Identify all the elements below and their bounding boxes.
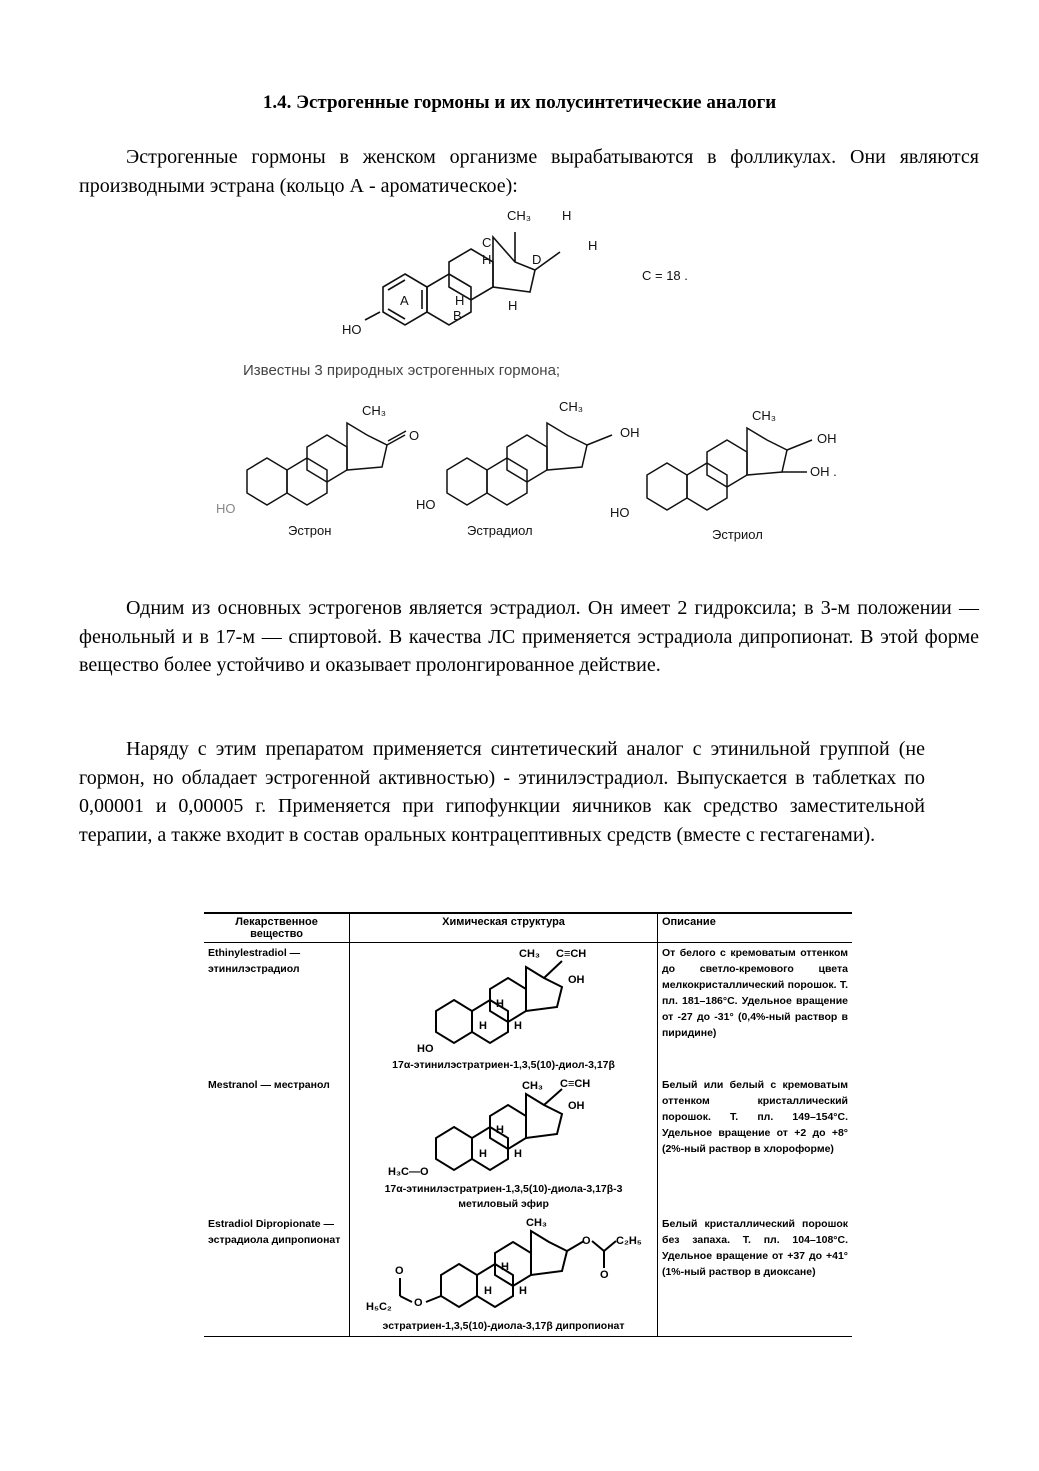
estriol-oh-17: OH — [817, 431, 837, 446]
h-label: H — [495, 998, 504, 1010]
o-label: O — [413, 1297, 423, 1309]
structure-cell — [350, 1075, 658, 1214]
ring-d-label: D — [532, 252, 542, 267]
structure-caption: 17α-этинилэстратриен-1,3,5(10)-диола-3,17β-3 метиловый эфир — [384, 1183, 623, 1210]
structure-cell — [350, 943, 658, 1076]
estrone-methyl: CH₃ — [362, 403, 387, 418]
description-cell: Белый кристаллический порошок без запаха. Т. пл. 104–108°С. Удельное вращение от +37 до +41° (1%-ный раствор в диоксане) — [657, 1214, 852, 1337]
natural-hormones-diagram — [212, 395, 862, 555]
substance-cell: Mestranol — местранол — [204, 1075, 350, 1214]
methyl-label: CH₃ — [507, 208, 532, 223]
ring-c-label: C — [482, 235, 492, 250]
substance-cell: Estradiol Dipropionate — эстрадиола дипропионат — [204, 1214, 350, 1337]
estriol-oh-16: OH . — [810, 464, 837, 479]
structure-caption: эстратриен-1,3,5(10)-диола-3,17β дипропионат — [382, 1320, 625, 1332]
estrane-structure-diagram — [330, 202, 730, 352]
oh-label: OH — [567, 1100, 585, 1112]
h-label: H — [483, 1285, 492, 1297]
paragraph-ethinylestradiol: Наряду с этим препаратом применяется синтетический аналог с этинильной группой (не гормон, но обладает эстрогенной активностью) - этинилэстрадиол. Выпускается в таблетках по 0,00001 и 0,00005 г. Применяется при гипофункции яичников как средство заместительной терапии, а также входит в состав оральных контрацептивных средств (вместе с гестагенами). — [79, 738, 925, 846]
header-substance: Лекарственное вещество — [204, 913, 350, 943]
structure-cell — [350, 1214, 658, 1337]
ring-b-label: B — [453, 308, 462, 323]
oh-label: OH — [567, 974, 585, 986]
ether-label: H₃C—O — [387, 1166, 429, 1177]
h-label: H — [482, 252, 492, 267]
h-label: H — [495, 1124, 504, 1136]
estriol-methyl: CH₃ — [752, 408, 777, 423]
paragraph-estradiol: Одним из основных эстрогенов является эстрадиол. Он имеет 2 гидроксила; в 3-м положении — фенольный и в 17-м — спиртовой. В качества ЛС применяется эстрадиола дипропионат. В этой форме вещество более устойчиво и оказывает пролонгированное действие. — [79, 597, 979, 676]
table-row — [204, 1214, 852, 1337]
description-cell: Белый или белый с кремоватым оттенком кристаллический порошок. Т. пл. 149–154°С. Удельное вращение от +2 до +8° (2%-ный раствор в хлороформе) — [661, 1079, 848, 1155]
estradiol-ho: HO — [416, 497, 436, 512]
o-label: O — [599, 1269, 609, 1281]
h-label: H — [588, 238, 598, 253]
o-label: O — [394, 1265, 404, 1277]
o-label: O — [581, 1235, 591, 1247]
h-label: H — [513, 1020, 522, 1032]
ester-label: C₂H₅ — [615, 1235, 642, 1247]
header-structure: Химическая структура — [350, 913, 658, 943]
h-label: H — [513, 1148, 522, 1160]
methyl-label: CH₃ — [518, 948, 540, 960]
substance-cell: Ethinylestradiol — этинилэстрадиол — [204, 943, 350, 1076]
ester-label-2: H₅C₂ — [365, 1301, 392, 1313]
section-heading: 1.4. Эстрогенные гормоны и их полусинтетические аналоги — [262, 92, 777, 113]
hormones-caption: Известны 3 природных эстрогенных гормона; — [243, 362, 561, 379]
description-cell: От белого с кремоватым оттенком до светло-кремового цвета мелкокристаллический порошок. Т. пл. 181–186°С. Удельное вращение от -27 до -31° (0,4%-ный раствор в пиридине) — [661, 947, 848, 1039]
methyl-label: CH₃ — [525, 1217, 547, 1229]
estriol-name: Эстриол — [712, 527, 763, 542]
drug-table — [204, 912, 852, 1337]
mestranol-structure — [384, 1077, 624, 1177]
ho-label: HO — [342, 322, 362, 337]
estradiol-dipropionate-structure — [364, 1216, 644, 1314]
h-label: H — [508, 298, 518, 313]
carbon-count-label: C = 18 . — [642, 268, 688, 283]
estradiol-methyl: CH₃ — [559, 399, 584, 414]
ring-a-label: A — [400, 293, 409, 308]
h-label: H — [478, 1148, 487, 1160]
h-label: H — [518, 1285, 527, 1297]
paragraph-intro: Эстрогенные гормоны в женском организме вырабатываются в фолликулах. Они являются производными эстрана (кольцо А - ароматическое): — [79, 146, 979, 197]
estradiol-name: Эстрадиол — [467, 523, 533, 538]
estradiol-oh: OH — [620, 425, 640, 440]
ethynyl-label: C≡CH — [555, 948, 586, 960]
h-label: H — [500, 1261, 509, 1273]
h-label: H — [562, 208, 572, 223]
h-label: H — [478, 1020, 487, 1032]
table-row — [204, 943, 852, 1076]
ho-label: HO — [416, 1043, 434, 1053]
table-row — [204, 1075, 852, 1214]
ethynyl-label: C≡CH — [559, 1078, 590, 1090]
estrone-ho: HO — [216, 501, 236, 516]
h-label: H — [455, 293, 465, 308]
estriol-ho: HO — [610, 505, 630, 520]
estrone-name: Эстрон — [288, 523, 332, 538]
structure-caption: 17α-этинилэстратриен-1,3,5(10)-диол-3,17β — [392, 1059, 615, 1071]
header-description: Описание — [657, 913, 852, 943]
ethinylestradiol-structure — [384, 945, 624, 1053]
estrone-oxo: O — [409, 428, 420, 443]
methyl-label: CH₃ — [521, 1080, 543, 1092]
